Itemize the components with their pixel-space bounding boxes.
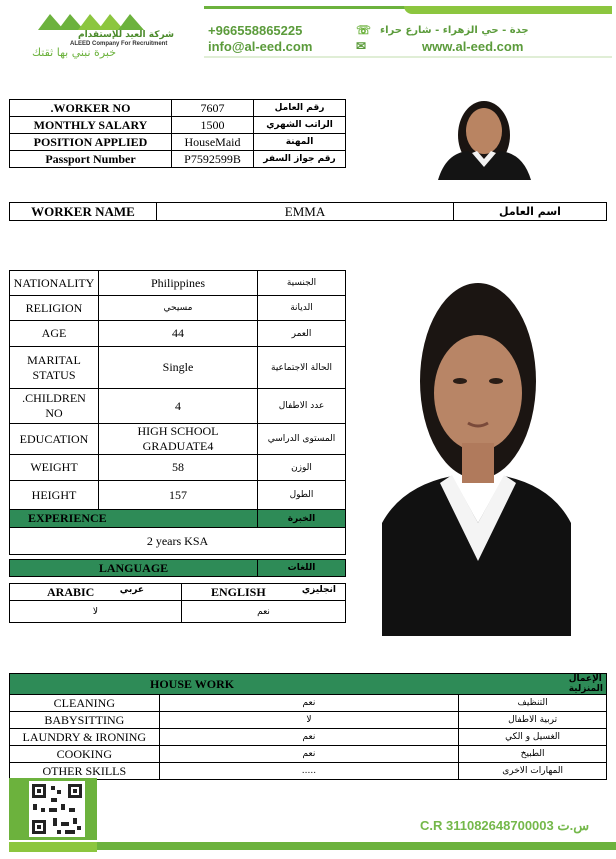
address: جدة - حي الزهراء - شارع حراء [380,24,529,36]
detail-label-en: EDUCATION [10,424,99,455]
detail-value: 157 [99,481,258,510]
language-table [9,583,346,623]
top-info-value: P7592599B [172,151,254,168]
detail-label-ar: المستوى الدراسي [258,424,346,455]
detail-label-ar: الجنسية [258,271,346,296]
top-info-value: 1500 [172,117,254,134]
detail-value: مسيحي [99,296,258,321]
detail-label-en: WEIGHT [10,455,99,481]
header-contact [204,6,612,56]
top-info-value: 7607 [172,100,254,117]
detail-value: HIGH SCHOOL GRADUATE4 [99,424,258,455]
worker-name-value: EMMA [157,203,454,221]
house-work-value: ..... [159,763,459,780]
house-work-label-en: LAUNDRY & IRONING [10,729,160,746]
detail-label-en: NATIONALITY [10,271,99,296]
detail-value: 58 [99,455,258,481]
top-info-row [10,151,346,168]
company-logo [30,12,180,62]
top-info-label-en: MONTHLY SALARY [10,117,172,134]
house-work-row [10,763,607,780]
detail-row [10,347,346,389]
email[interactable]: info@al-eed.com [208,38,313,54]
house-work-label-en: HOUSE WORK [10,674,459,695]
house-work-label-ar: الغسيل و الكي [459,729,607,746]
top-info-row [10,117,346,134]
language-label-en: LANGUAGE [10,560,258,577]
detail-label-ar: الطول [258,481,346,510]
experience-value: 2 years KSA [10,528,346,555]
top-info-label-en: Passport Number [10,151,172,168]
detail-label-en: AGE [10,321,99,347]
house-work-label-en: CLEANING [10,695,160,712]
language-label-ar: اللغات [258,560,346,577]
worker-photo-large [382,261,571,636]
top-info-label-ar: المهنة [254,134,346,151]
house-work-row [10,746,607,763]
qr-code [9,778,97,840]
house-work-row [10,712,607,729]
top-info-table [9,99,346,168]
house-work-label-ar: الإعمال المنزلية [459,674,607,695]
mail-icon: ✉ [356,39,367,53]
english-label-ar: انجليزي [301,584,336,595]
arabic-label-ar: عربي [119,584,144,595]
house-work-label-ar: تربية الاطفال [459,712,607,729]
whatsapp-icon: ☏ [356,23,372,37]
house-work-table [9,673,607,780]
top-info-row [10,134,346,151]
experience-header [10,510,346,528]
website[interactable]: www.al-eed.com [422,38,524,54]
arabic-value: لا [10,601,182,623]
detail-row [10,321,346,347]
english-value: نعم [182,601,346,623]
top-info-row [10,100,346,117]
header-bar-accent [404,6,612,14]
commercial-registration: C.R 311082648700003 س.ت [420,818,590,833]
company-name-en: ALEED Company For Recruitment [70,41,168,47]
house-work-label-ar: المهارات الاخرى [459,763,607,780]
language-header [10,560,346,577]
top-info-value: HouseMaid [172,134,254,151]
house-work-value: نعم [159,746,459,763]
detail-row [10,389,346,424]
detail-label-en: MARITAL STATUS [10,347,99,389]
detail-value: Philippines [99,271,258,296]
house-work-row [10,695,607,712]
detail-row [10,296,346,321]
house-work-row [10,729,607,746]
experience-label-ar: الخبرة [258,510,346,528]
arabic-header [10,584,182,601]
house-work-label-en: BABYSITTING [10,712,160,729]
detail-label-ar: الديانة [258,296,346,321]
house-work-value: نعم [159,729,459,746]
detail-row [10,271,346,296]
detail-row [10,455,346,481]
detail-label-ar: الحالة الاجتماعية [258,347,346,389]
house-work-label-en: OTHER SKILLS [10,763,160,780]
header-divider [204,56,612,58]
house-work-value: لا [159,712,459,729]
english-label-en: ENGLISH [211,584,266,599]
english-header [182,584,346,601]
worker-name-label-ar: اسم العامل [454,203,607,221]
detail-label-en: RELIGION [10,296,99,321]
details-table [9,270,346,577]
detail-label-en: .CHILDREN NO [10,389,99,424]
footer-bar-left [9,842,97,852]
house-work-value: نعم [159,695,459,712]
detail-row [10,481,346,510]
top-info-label-en: .WORKER NO [10,100,172,117]
worker-name-table [9,202,607,221]
detail-value: Single [99,347,258,389]
experience-label-en: EXPERIENCE [10,510,258,528]
top-info-label-ar: رقم العامل [254,100,346,117]
arabic-label-en: ARABIC [47,584,95,599]
detail-row [10,424,346,455]
worker-photo-small [428,91,541,180]
top-info-label-ar: رقم جواز السفر [254,151,346,168]
slogan: خبرة نبني بها ثقتك [32,46,117,59]
detail-label-ar: الوزن [258,455,346,481]
phone-number[interactable]: +966558865225 [208,22,303,38]
company-name-ar: شركة العيد للإستقدام [78,30,174,40]
house-work-header [10,674,607,695]
top-info-label-ar: الراتب الشهري [254,117,346,134]
house-work-label-ar: الطبيخ [459,746,607,763]
top-info-label-en: POSITION APPLIED [10,134,172,151]
detail-label-ar: العمر [258,321,346,347]
footer-bar [97,842,616,850]
detail-value: 44 [99,321,258,347]
detail-value: 4 [99,389,258,424]
detail-label-en: HEIGHT [10,481,99,510]
worker-name-label-en: WORKER NAME [10,203,157,221]
house-work-label-ar: التنظيف [459,695,607,712]
detail-label-ar: عدد الاطفال [258,389,346,424]
house-work-label-en: COOKING [10,746,160,763]
